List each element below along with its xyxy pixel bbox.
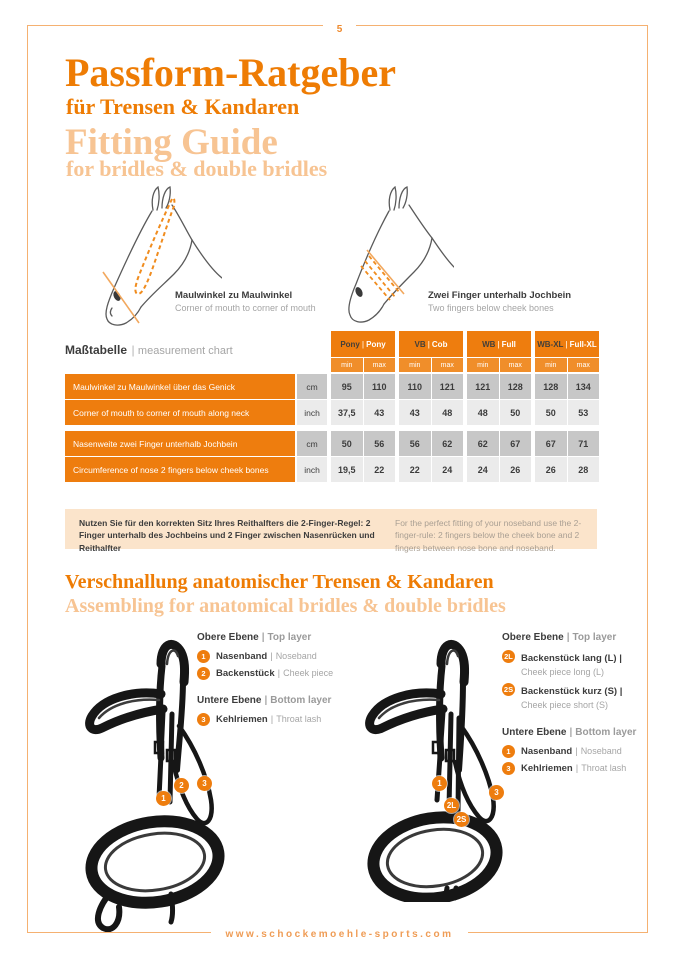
value-cell-max: 50 (500, 400, 532, 425)
legend-left (197, 632, 347, 730)
value-cell-max: 121 (432, 374, 464, 399)
min-max-group (467, 358, 531, 372)
table-row (65, 374, 599, 399)
value-group (535, 431, 599, 456)
legend-badge: 2 (197, 667, 210, 680)
figure-badge-1: 1 (432, 776, 447, 791)
value-cell-max: 22 (364, 457, 396, 482)
value-cell-max: 56 (364, 431, 396, 456)
legend-item-de: Backenstück lang (L) | (521, 653, 622, 664)
value-cell-min: 37,5 (331, 400, 363, 425)
two-finger-rule-note (65, 509, 597, 553)
cheekbone-measure-line (367, 250, 404, 294)
group-name-en: Pony (366, 339, 386, 349)
legend-item-de: Nasenband (521, 746, 573, 757)
table-row (65, 457, 599, 482)
legend-item-de: Kehlriemen (216, 714, 268, 725)
value-group (467, 457, 531, 482)
min-header-cell: min (467, 358, 499, 372)
value-cell-max: 134 (568, 374, 600, 399)
measurement-table-title (65, 341, 233, 359)
legend-badge: 3 (502, 762, 515, 775)
bridle-illustration-right (355, 630, 515, 902)
table-block (65, 374, 599, 425)
legend-item-de: Backenstück (216, 668, 275, 679)
legend-section (502, 727, 652, 775)
row-label: Nasenweite zwei Finger unterhalb Jochbein (65, 431, 295, 456)
legend-heading (502, 727, 652, 738)
value-cell-min: 50 (331, 431, 363, 456)
diagram-label-right-de: Zwei Finger unterhalb Jochbein (428, 290, 572, 301)
legend-badge: 3 (197, 713, 210, 726)
figure-badge-2s: 2S (454, 812, 469, 827)
min-header-cell: min (331, 358, 363, 372)
min-header-cell: min (535, 358, 567, 372)
value-cell-max: 71 (568, 431, 600, 456)
figure-badge-1: 1 (156, 791, 171, 806)
legend-heading-separator: | (569, 727, 573, 738)
figure-badge-2: 2 (174, 778, 189, 793)
group-name-de: VB (414, 339, 426, 349)
subheader-spacer (65, 358, 327, 372)
min-max-group (399, 358, 463, 372)
value-cell-min: 50 (535, 400, 567, 425)
value-group (399, 374, 463, 399)
size-group-header-wb (467, 331, 531, 357)
bridle-photo-right (355, 630, 515, 902)
legend-item-line1 (521, 683, 622, 698)
legend-item-separator: | (575, 763, 579, 774)
value-group (399, 431, 463, 456)
value-cell-max: 67 (500, 431, 532, 456)
legend-item-en: Noseband (275, 651, 317, 661)
legend-heading-de: Obere Ebene (502, 632, 564, 643)
value-cell-min: 56 (399, 431, 431, 456)
legend-badge: 1 (502, 745, 515, 758)
legend-section (197, 695, 347, 726)
legend-heading-en: Bottom layer (270, 695, 332, 706)
table-title-en: measurement chart (137, 345, 233, 357)
min-max-group (331, 358, 395, 372)
group-name-de: WB (482, 339, 496, 349)
value-cell-max: 48 (432, 400, 464, 425)
row-unit: inch (297, 457, 327, 482)
legend-item (502, 650, 652, 679)
value-cell-min: 110 (399, 374, 431, 399)
row-unit: inch (297, 400, 327, 425)
table-title-separator: | (131, 343, 138, 357)
value-cell-min: 48 (467, 400, 499, 425)
value-cell-min: 22 (399, 457, 431, 482)
legend-item-separator: | (575, 746, 578, 757)
max-header-cell: max (568, 358, 600, 372)
legend-heading (197, 695, 347, 706)
legend-badge: 2S (503, 685, 514, 694)
value-group (535, 374, 599, 399)
legend-heading-de: Untere Ebene (502, 727, 567, 738)
legend-heading-en: Top layer (572, 632, 617, 643)
value-cell-max: 110 (364, 374, 396, 399)
group-separator: | (361, 339, 365, 349)
value-group (399, 400, 463, 425)
row-unit: cm (297, 431, 327, 456)
note-text-en: For the perfect fitting of your noseband use the 2-finger-rule: 2 fingers below the cheek bone and 2 fingers between nose bone and noseband. (395, 518, 582, 553)
legend-heading (502, 632, 652, 643)
assembly-title-en: Assembling for anatomical bridles & double bridles (65, 595, 506, 617)
legend-item-de: Nasenband (216, 651, 268, 662)
legend-item-en: Throat lash (581, 763, 627, 773)
value-cell-min: 43 (399, 400, 431, 425)
value-cell-min: 128 (535, 374, 567, 399)
min-max-group (535, 358, 599, 372)
legend-item-separator: | (277, 668, 281, 679)
legend-heading-separator: | (261, 632, 265, 643)
value-group (467, 374, 531, 399)
diagram-label-right (428, 290, 598, 313)
group-name-en: Full (501, 339, 516, 349)
legend-item (502, 683, 652, 712)
legend-item-line1 (521, 650, 622, 665)
value-cell-min: 19,5 (331, 457, 363, 482)
value-group (399, 457, 463, 482)
group-separator: | (565, 339, 568, 349)
legend-item (502, 745, 652, 758)
legend-item-en: Throat lash (276, 714, 322, 724)
legend-item-lines (521, 650, 622, 679)
table-title-de: Maßtabelle (65, 343, 128, 357)
legend-heading-separator: | (264, 695, 268, 706)
legend-item-en: Cheek piece (283, 668, 334, 678)
value-cell-min: 24 (467, 457, 499, 482)
diagram-label-right-en: Two fingers below cheek bones (428, 303, 554, 313)
value-group (535, 457, 599, 482)
legend-heading-en: Bottom layer (575, 727, 637, 738)
row-label: Maulwinkel zu Maulwinkel über das Genick (65, 374, 295, 399)
value-group (331, 431, 395, 456)
row-unit: cm (297, 374, 327, 399)
group-separator: | (497, 339, 500, 349)
legend-section (197, 632, 347, 680)
value-group (331, 374, 395, 399)
size-group-header-vb (399, 331, 463, 357)
value-group (331, 400, 395, 425)
row-label: Circumference of nose 2 fingers below cheek bones (65, 457, 295, 482)
legend-item-lines (521, 683, 622, 712)
page-title-en: Fitting Guide (65, 122, 278, 163)
value-cell-min: 95 (331, 374, 363, 399)
max-header-cell: max (432, 358, 464, 372)
legend-section (502, 632, 652, 712)
measurement-table (65, 331, 599, 482)
value-group (467, 431, 531, 456)
group-name-en: Full-XL (569, 339, 597, 349)
page-number-text: 5 (323, 24, 357, 35)
legend-heading (197, 632, 347, 643)
page-subtitle-en: for bridles & double bridles (66, 156, 328, 181)
diagram-label-left-en: Corner of mouth to corner of mouth (175, 303, 316, 313)
table-blocks (65, 374, 599, 482)
mouth-measure-line (103, 272, 139, 323)
figure-badge-3: 3 (489, 785, 504, 800)
legend-item-en: Noseband (580, 746, 622, 756)
table-row (65, 431, 599, 456)
max-header-cell: max (500, 358, 532, 372)
legend-item-separator: | (270, 714, 274, 725)
value-group (535, 400, 599, 425)
legend-item-separator: | (270, 651, 273, 662)
value-cell-min: 62 (467, 431, 499, 456)
group-separator: | (427, 339, 430, 349)
diagram-label-left-de: Maulwinkel zu Maulwinkel (175, 290, 293, 301)
table-block (65, 431, 599, 482)
legend-heading-de: Obere Ebene (197, 632, 259, 643)
group-name-de: WB-XL (537, 339, 564, 349)
value-cell-max: 24 (432, 457, 464, 482)
value-cell-min: 67 (535, 431, 567, 456)
legend-right (502, 632, 652, 779)
group-name-en: Cob (431, 339, 448, 349)
row-label: Corner of mouth to corner of mouth along neck (65, 400, 295, 425)
value-cell-max: 53 (568, 400, 600, 425)
page-title-de: Passform-Ratgeber (65, 50, 396, 95)
legend-badge: 2L (502, 650, 515, 663)
legend-item-en: Cheek piece short (S) (521, 700, 609, 710)
figure-badge-3: 3 (197, 776, 212, 791)
value-cell-max: 43 (364, 400, 396, 425)
size-group-header-pony (331, 331, 395, 357)
value-cell-max: 128 (500, 374, 532, 399)
value-cell-max: 28 (568, 457, 600, 482)
min-header-cell: min (399, 358, 431, 372)
page-number (0, 19, 679, 37)
legend-item (197, 650, 347, 663)
legend-badge: 1 (197, 650, 210, 663)
footer-url: www.schockemoehle-sports.com (211, 929, 467, 940)
value-cell-max: 62 (432, 431, 464, 456)
diagram-label-left (175, 290, 345, 313)
figure-badge-2l: 2L (444, 798, 459, 813)
table-row (65, 400, 599, 425)
note-text-de: Nutzen Sie für den korrekten Sitz Ihres Reithalfters die 2-Finger-Regel: 2 Finger unterhalb des Jochbeins und 2 Finger zwischen Nasenrücken und Reithalfter (79, 518, 375, 553)
legend-heading-separator: | (566, 632, 570, 643)
legend-item-en: Cheek piece long (L) (521, 667, 605, 677)
value-group (331, 457, 395, 482)
legend-item-de: Kehlriemen (521, 763, 573, 774)
value-cell-min: 121 (467, 374, 499, 399)
max-header-cell: max (364, 358, 396, 372)
legend-heading-en: Top layer (267, 632, 312, 643)
size-group-header-wb-xl (535, 331, 599, 357)
value-group (467, 400, 531, 425)
legend-item (197, 667, 347, 680)
footer (0, 924, 679, 942)
min-max-header-row (65, 358, 599, 372)
value-cell-min: 26 (535, 457, 567, 482)
legend-item (502, 762, 652, 775)
value-cell-max: 26 (500, 457, 532, 482)
legend-item-de: Backenstück kurz (S) | (521, 686, 623, 697)
group-name-de: Pony (340, 339, 360, 349)
legend-item (197, 713, 347, 726)
assembly-title-de: Verschnallung anatomischer Trensen & Kandaren (65, 571, 494, 593)
legend-heading-de: Untere Ebene (197, 695, 262, 706)
page-subtitle-de: für Trensen & Kandaren (66, 94, 300, 119)
